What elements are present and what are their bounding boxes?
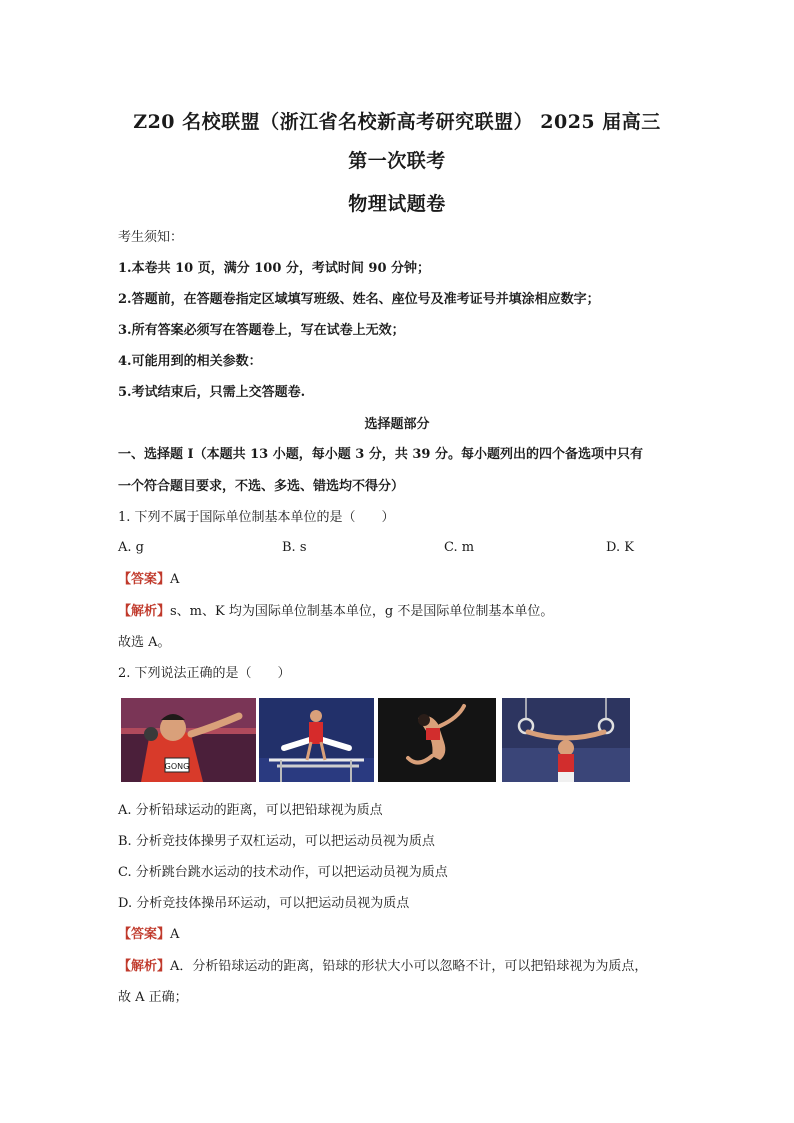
q2-analysis-cont: 故 A 正确； — [118, 990, 188, 1005]
q1-option-c: C. m — [444, 540, 475, 555]
notice-item: 3.所有答案必须写在答题卷上，写在试卷上无效； — [118, 323, 405, 338]
analysis-tag: 【解析】 — [118, 959, 171, 974]
notice-item: 1.本卷共 10 页，满分 100 分，考试时间 90 分钟； — [118, 261, 431, 276]
question-1-stem: 1. 下列不属于国际单位制基本单位的是（ ） — [118, 510, 395, 525]
q1-option-b: B. s — [282, 540, 307, 555]
q2-option-b: B. 分析竞技体操男子双杠运动，可以把运动员视为质点 — [118, 834, 435, 849]
section-intro: 一、选择题 I（本题共 13 小题，每小题 3 分，共 39 分。每小题列出的四个备选项中只有 — [118, 447, 643, 462]
section-heading: 选择题部分 — [364, 417, 430, 432]
parallel-bars-photo — [259, 698, 374, 782]
q2-option-d: D. 分析竞技体操吊环运动，可以把运动员视为质点 — [118, 896, 410, 911]
question-2-stem: 2. 下列说法正确的是（ ） — [118, 666, 291, 681]
answer-value: A — [170, 927, 180, 942]
q2-option-c: C. 分析跳台跳水运动的技术动作，可以把运动员视为质点 — [118, 865, 448, 880]
exam-title-line2: 第一次联考 — [348, 150, 446, 172]
answer-value: A — [170, 572, 180, 587]
exam-subject-title: 物理试题卷 — [348, 193, 446, 215]
q1-option-d: D. K — [606, 540, 634, 555]
notice-heading: 考生须知： — [118, 230, 184, 245]
q2-option-a: A. 分析铅球运动的距离，可以把铅球视为质点 — [118, 803, 383, 818]
shot-put-photo — [121, 698, 256, 782]
analysis-text: A．分析铅球运动的距离，铅球的形状大小可以忽略不计，可以把铅球视为为质点， — [170, 959, 648, 974]
q1-analysis — [118, 603, 553, 621]
notice-item: 5.考试结束后，只需上交答题卷. — [118, 385, 306, 400]
answer-tag: 【答案】 — [118, 572, 171, 587]
notice-item: 4.可能用到的相关参数： — [118, 354, 262, 369]
exam-title-line1: Z20 名校联盟（浙江省名校新高考研究联盟） 2025 届高三 — [133, 111, 661, 133]
section-intro: 一个符合题目要求，不选、多选、错选均不得分） — [118, 479, 405, 494]
q1-option-a: A. g — [118, 540, 144, 555]
diving-photo — [378, 698, 496, 782]
q1-answer — [118, 571, 179, 589]
notice-item: 2.答题前，在答题卷指定区域填写班级、姓名、座位号及准考证号并填涂相应数字； — [118, 292, 600, 307]
analysis-text: s、m、K 均为国际单位制基本单位，g 不是国际单位制基本单位。 — [170, 604, 554, 619]
rings-photo — [502, 698, 630, 782]
q2-analysis — [118, 958, 647, 976]
answer-tag: 【答案】 — [118, 927, 171, 942]
q1-conclusion: 故选 A。 — [118, 635, 171, 650]
analysis-tag: 【解析】 — [118, 604, 171, 619]
athlete-bib: GONG — [164, 762, 190, 771]
q2-answer — [118, 926, 179, 944]
